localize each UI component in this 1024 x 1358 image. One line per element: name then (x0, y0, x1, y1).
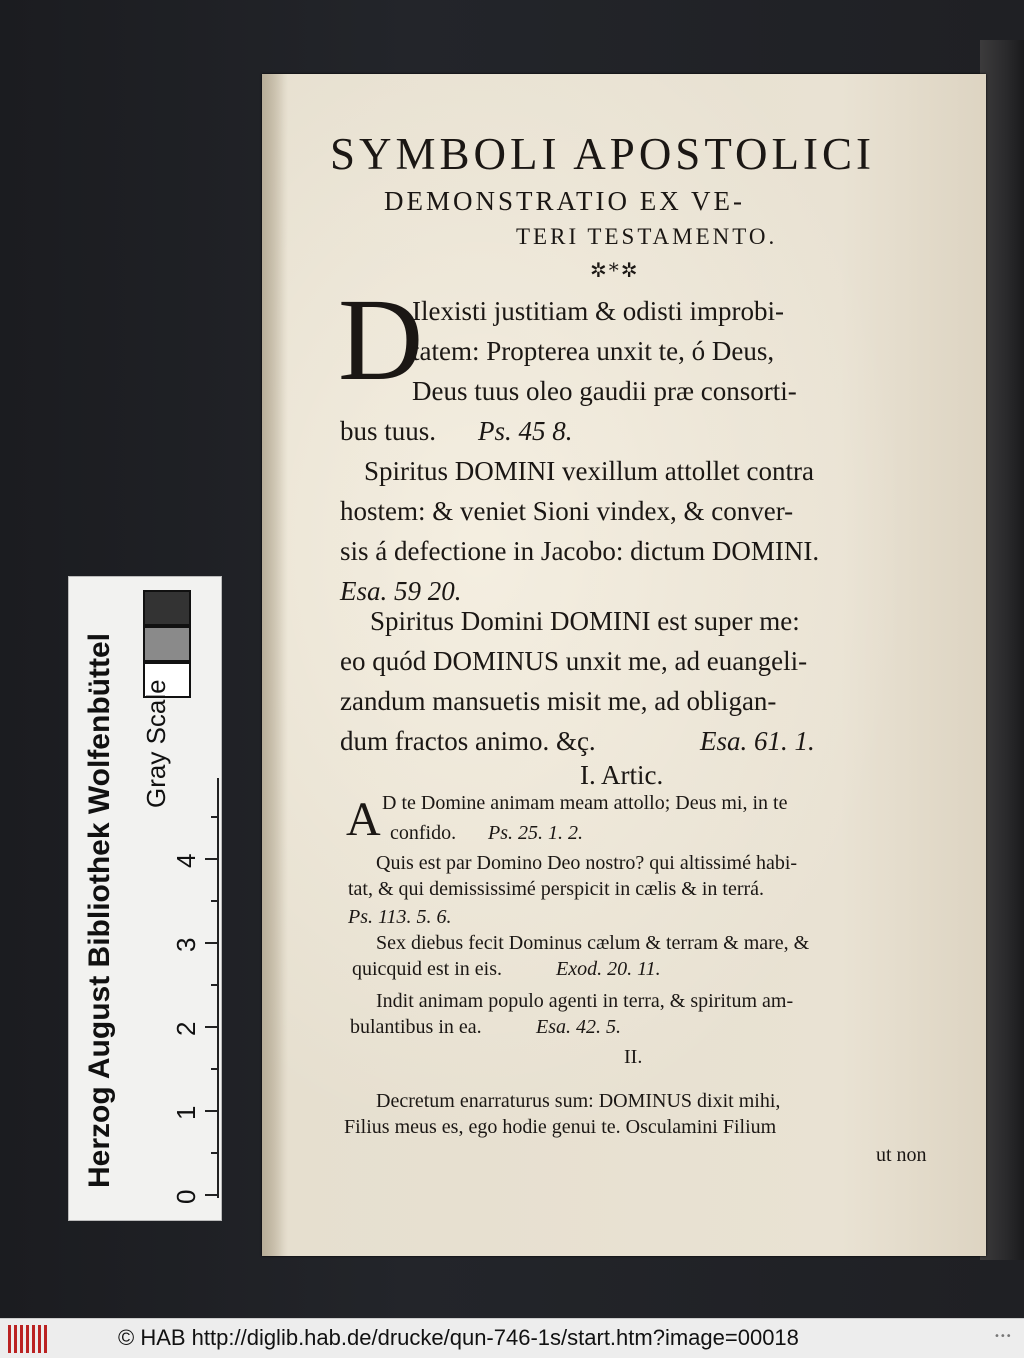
gray-scale-card (68, 576, 222, 1221)
para3-line: dum fractos animo. &ç. (340, 726, 596, 756)
scripture-reference: Ps. 113. 5. 6. (348, 906, 452, 928)
article-line: Sex diebus fecit Dominus cælum & terram & mare, & (376, 932, 810, 954)
ruler-number: 2 (171, 1021, 201, 1036)
page-gutter (262, 74, 288, 1256)
para1-line: Ilexisti justitiam & odisti improbi- (412, 296, 784, 326)
catchword: ut non (876, 1144, 927, 1166)
para3-line: zandum mansuetis misit me, ad obligan- (340, 686, 777, 716)
article-line: Decretum enarraturus sum: DOMINUS dixit mihi, (376, 1090, 781, 1112)
article-heading: II. (624, 1046, 643, 1068)
ruler-number: 1 (171, 1105, 201, 1120)
ruler-number: 0 (171, 1189, 201, 1204)
article-line: bulantibus in ea. (350, 1016, 482, 1038)
scripture-reference: Esa. 42. 5. (536, 1016, 621, 1038)
page-title-line-1: SYMBOLI APOSTOLICI (330, 129, 875, 179)
ruler-tick (205, 942, 219, 944)
book-cover-edge (980, 40, 1024, 1260)
scripture-reference: Esa. 59 20. (340, 576, 462, 606)
para2-line: hostem: & veniet Sioni vindex, & conver- (340, 496, 794, 526)
ruler-tick (211, 1068, 219, 1070)
article-line: tat, & qui demississimé perspicit in cælis & in terrá. (348, 878, 765, 900)
para3-line: Spiritus Domini DOMINI est super me: (370, 606, 800, 636)
ruler-tick (205, 858, 219, 860)
para3-line: eo quód DOMINUS unxit me, ad euangeli- (340, 646, 808, 676)
ruler-tick (211, 1152, 219, 1154)
para2-line: Spiritus DOMINI vexillum attollet contra (364, 456, 814, 486)
para1-line: Deus tuus oleo gaudii præ consorti- (412, 376, 797, 406)
scripture-reference: Ps. 45 8. (478, 416, 573, 446)
ornament-icon: ✲*✲ (590, 258, 640, 282)
hab-logo-icon (8, 1325, 48, 1353)
ruler-tick (205, 1194, 219, 1196)
footer-bar (0, 1318, 1024, 1358)
scripture-reference: Esa. 61. 1. (700, 726, 815, 756)
para2-line: sis á defectione in Jacobo: dictum DOMINI. (340, 536, 820, 566)
article-line: Indit animam populo agenti in terra, & spiritum am- (376, 990, 794, 1012)
ruler-tick (211, 900, 219, 902)
article-line: Quis est par Domino Deo nostro? qui altissimé habi- (376, 852, 798, 874)
gray-swatch-dark (143, 590, 191, 626)
ruler-number: 4 (171, 853, 201, 868)
ruler-number: 3 (171, 937, 201, 952)
scripture-reference: Exod. 20. 11. (556, 958, 661, 980)
para1-line: tatem: Propterea unxit te, ó Deus, (412, 336, 775, 366)
ruler-tick (211, 984, 219, 986)
para1-line: bus tuus. (340, 416, 437, 446)
article-line: D te Domine animam meam attollo; Deus mi, in te (382, 792, 788, 814)
ruler-tick (205, 1110, 219, 1112)
article-line: Filius meus es, ego hodie genui te. Osculamini Filium (344, 1116, 777, 1138)
page-title-line-3: TERI TESTAMENTO. (516, 224, 778, 249)
gray-swatch-mid (143, 626, 191, 662)
ruler-tick (211, 816, 219, 818)
article-line: confido. (390, 822, 457, 844)
article-line: quicquid est in eis. (352, 958, 502, 980)
institution-label: Herzog August Bibliothek Wolfenbüttel (83, 633, 116, 1188)
page-title-line-2: DEMONSTRATIO EX VE- (384, 186, 745, 216)
copyright-url-text: © HAB http://diglib.hab.de/drucke/qun-746-1s/start.htm?image=00018 (118, 1325, 799, 1350)
ruler-tick (205, 1026, 219, 1028)
ruler-line (217, 778, 219, 1198)
article-heading: I. Artic. (580, 760, 664, 790)
drop-cap-d: D (338, 274, 424, 405)
scripture-reference: Ps. 25. 1. 2. (488, 822, 583, 844)
more-dots-icon: ••• (994, 1331, 1012, 1342)
drop-cap-a: A (346, 793, 381, 846)
gray-scale-label: Gray Scale (141, 679, 171, 808)
